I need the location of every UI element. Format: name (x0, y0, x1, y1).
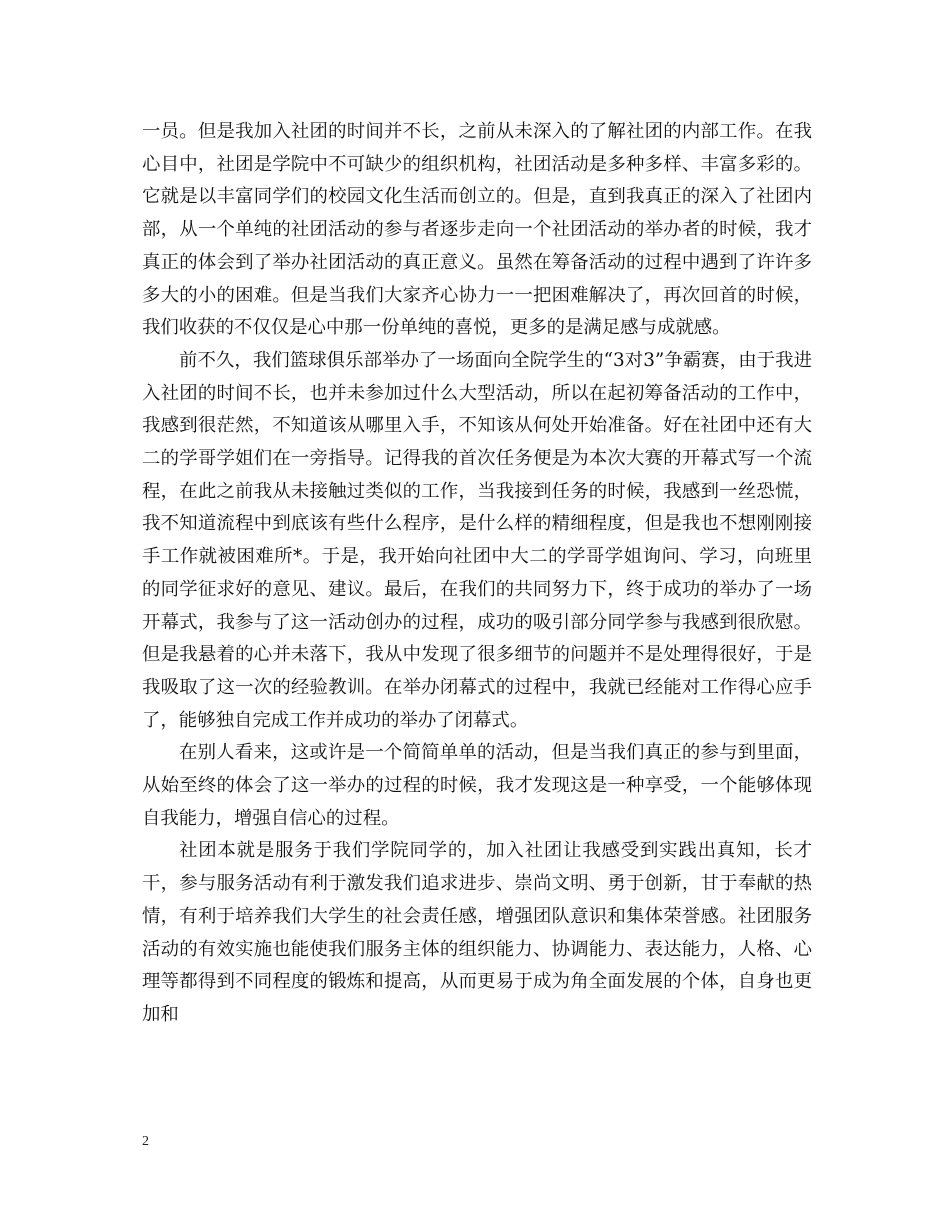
body-text (142, 116, 812, 1032)
paragraph-3: 在别人看来，这或许是一个简简单单的活动，但是当我们真正的参与到里面，从始至终的体会了这一举办的过程的时候，我才发现这是一种享受，一个能够体现自我能力，增强自信心的过程。 (142, 742, 812, 829)
paragraph-1: 一员。但是我加入社团的时间并不长，之前从未深入的了解社团的内部工作。在我心目中，社团是学院中不可缺少的组织机构，社团活动是多种多样、丰富多彩的。它就是以丰富同学们的校园文化生活而创立的。但是，直到我真正的深入了社团内部，从一个单纯的社团活动的参与者逐步走向一个社团活动的举办者的时候，我才真正的体会到了举办社团活动的真正意义。虽然在筹备活动的过程中遇到了许许多多大的小的困难。但是当我们大家齐心协力一一把困难解决了，再次回首的时候，我们收获的不仅仅是心中那一份单纯的喜悦，更多的是满足感与成就感。 (142, 121, 812, 339)
page-number: 2 (142, 1134, 149, 1149)
paragraph-2: 前不久，我们篮球俱乐部举办了一场面向全院学生的“3对3”争霸赛，由于我进入社团的时间不长，也并未参加过什么大型活动，所以在起初筹备活动的工作中，我感到很茫然，不知道该从哪里入手，不知该从何处开始准备。好在社团中还有大二的学哥学姐们在一旁指导。记得我的首次任务便是为本次大赛的开幕式写一个流程，在此之前我从未接触过类似的工作，当我接到任务的时候，我感到一丝恐慌，我不知道流程中到底该有些什么程序，是什么样的精细程度，但是我也不想刚刚接手工作就被困难所*。于是，我开始向社团中大二的学哥学姐询问、学习，向班里的同学征求好的意见、建议。最后，在我们的共同努力下，终于成功的举办了一场开幕式，我参与了这一活动创办的过程，成功的吸引部分同学参与我感到很欣慰。但是我悬着的心并未落下，我从中发现了很多细节的问题并不是处理得很好，于是我吸取了这一次的经验教训。在举办闭幕式的过程中，我就已经能对工作得心应手了，能够独自完成工作并成功的举办了闭幕式。 (142, 349, 812, 731)
paragraph-4: 社团本就是服务于我们学院同学的，加入社团让我感受到实践出真知，长才干，参与服务活动有利于激发我们追求进步、崇尚文明、勇于创新，甘于奉献的热情，有利于培养我们大学生的社会责任感，增强团队意识和集体荣誉感。社团服务活动的有效实施也能使我们服务主体的组织能力、协调能力、表达能力，人格、心理等都得到不同程度的锻炼和提高，从而更易于成为角全面发展的个体，自身也更加和 (142, 840, 812, 1025)
